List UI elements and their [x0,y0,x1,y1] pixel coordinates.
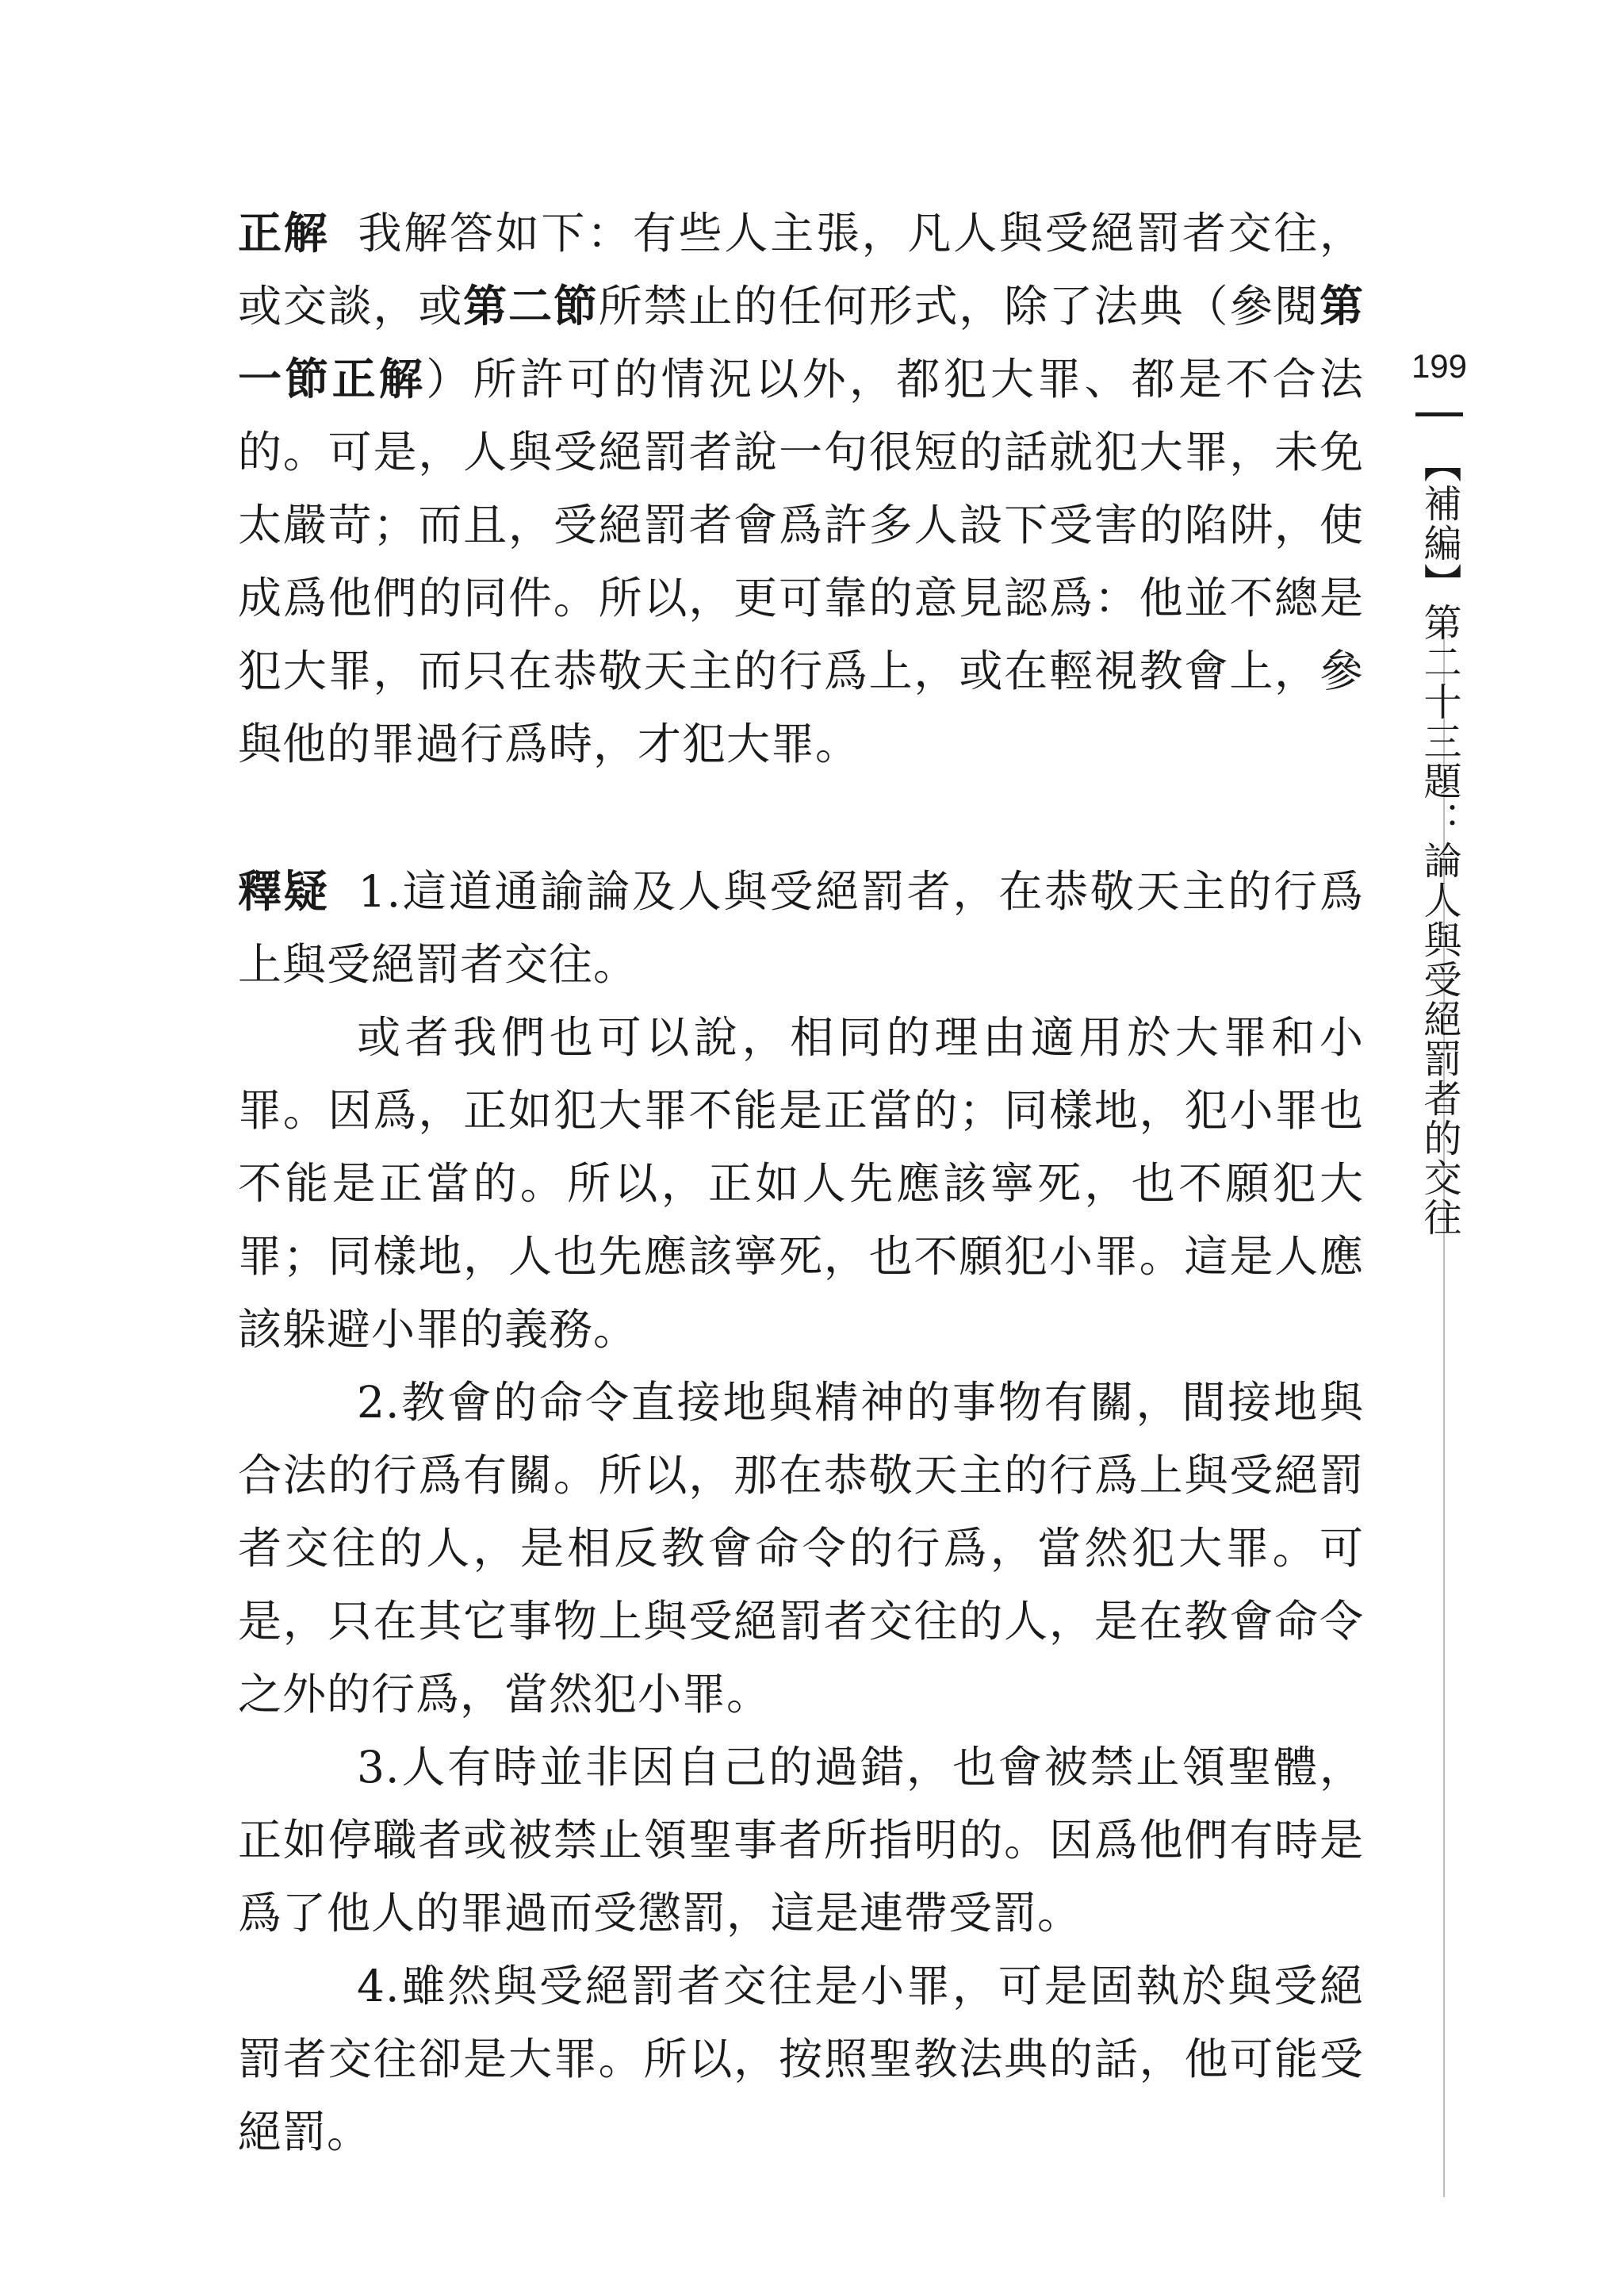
page-number: 199 [1411,347,1468,385]
objection-text-1: 1.這道通諭論及人與受絕罰者，在恭敬天主的行爲上與受絕罰者交往。 [238,866,1364,990]
answer-text-part1: 我解答如下：有些人主張，凡人與受絕罰者交往，或交談，或 [238,208,1364,332]
objections-label: 釋疑 [238,866,330,917]
answer-text-part3: ）所許可的情況以外，都犯大罪、都是不合法的。可是，人與受絕罰者說一句很短的話就犯大罪，未免太嚴苛；而且，受絕罰者會爲許多人設下受害的陷阱，使成爲他們的同件。所以，更可靠的意見認爲：他並不總是犯大罪，而只在恭敬天主的行爲上，或在輕視教會上，參與他的罪過行爲時，才犯大罪。 [238,354,1364,769]
objection-paragraph-2: 或者我們也可以說，相同的理由適用於大罪和小罪。因爲，正如犯大罪不能是正當的；同樣地，犯小罪也不能是正當的。所以，正如人先應該寧死，也不願犯大罪；同樣地，人也先應該寧死，也不願犯小罪。這是人應該躲避小罪的義務。 [238,1012,1364,1355]
objection-paragraph-1 [238,855,1364,1001]
answer-paragraph [238,197,1364,780]
answer-label: 正解 [238,208,330,259]
objection-paragraph-3: 2.教會的命令直接地與精神的事物有關，間接地與合法的行爲有關。所以，那在恭敬天主的行爲上與受絕罰者交往的人，是相反教會命令的行爲，當然犯大罪。可是，只在其它事物上與受絕罰者交往的人，是在教會命令之外的行爲，當然犯小罪。 [238,1377,1364,1720]
objection-paragraph-4: 3.人有時並非因自己的過錯，也會被禁止領聖體，正如停職者或被禁止領聖事者所指明的。因爲他們有時是爲了他人的罪過而受懲罰，這是連帶受罰。 [238,1742,1364,1938]
answer-text-part2: 所禁止的任何形式，除了法典（參閱 [598,281,1320,332]
body-text [238,197,1364,2168]
section-two-reference: 第二節 [463,281,599,332]
running-head: 【補編】第二十三題：論人與受絕罰者的交往 [1417,444,1461,1237]
objection-paragraph-5: 4.雖然與受絕罰者交往是小罪，可是固執於與受絕罰者交往卻是大罪。所以，按照聖教法典的話，他可能受絕罰。 [238,1961,1364,2157]
header-rule [1415,412,1463,416]
section-one-answer-reference: 第一節正解 [238,281,1364,405]
